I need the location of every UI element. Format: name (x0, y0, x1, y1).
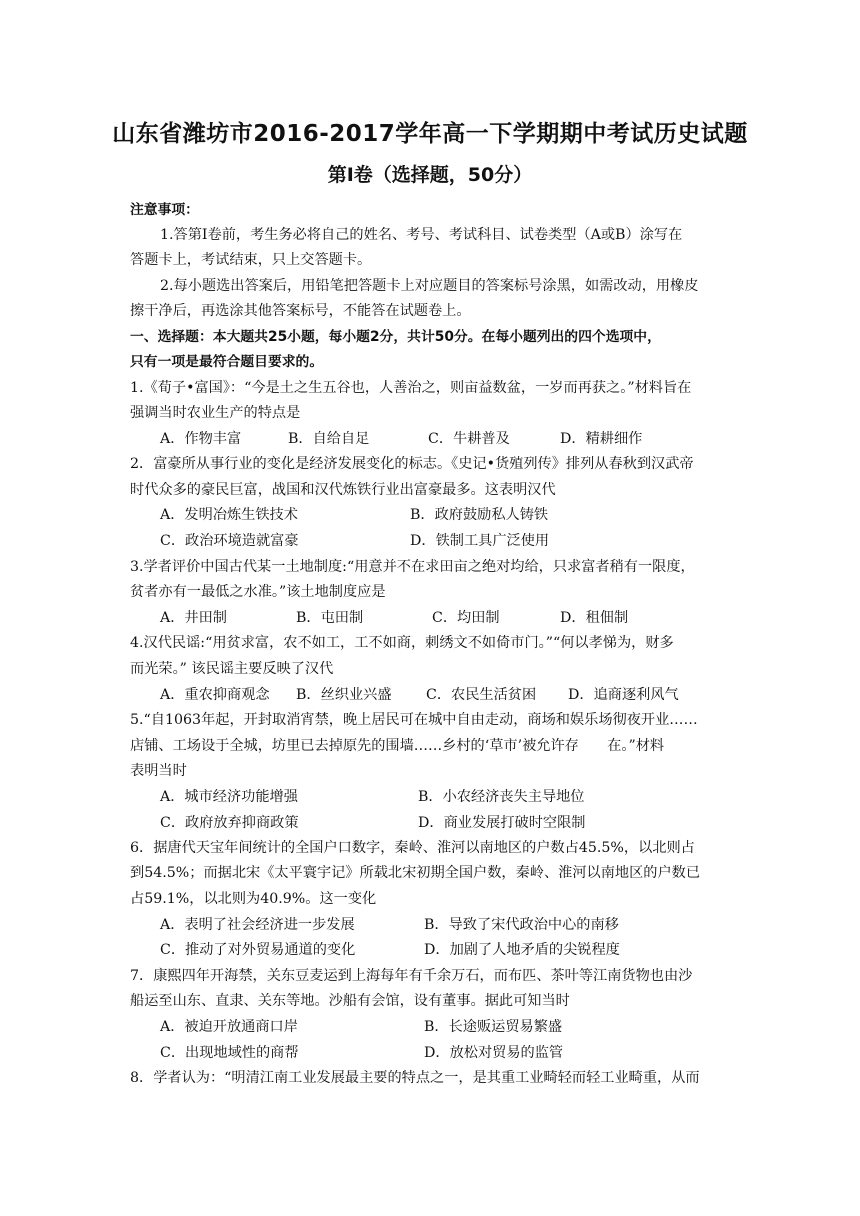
option-b: B．小农经济丧失主导地位 (418, 789, 585, 805)
option-d: D．追商逐利风气 (568, 687, 679, 703)
option-a: A．井田制 (160, 610, 227, 626)
section-heading: 只有一项是最符合题目要求的。 (130, 354, 324, 370)
exam-subtitle: 第Ⅰ卷（选择题，50分） (327, 164, 533, 186)
option-d: D．租佃制 (560, 610, 629, 626)
question-stem: 6．据唐代天宝年间统计的全国户口数字，秦岭、淮河以南地区的户数占45.5%，以北则占 (130, 840, 695, 856)
option-b: B．自给自足 (288, 431, 370, 447)
option-c: C．出现地域性的商帮 (160, 1045, 299, 1061)
question-stem: 3.学者评价中国古代某一土地制度:“用意并不在求田亩之绝对均给，只求富者稍有一限度， (130, 559, 695, 575)
option-b: B．导致了宋代政治中心的南移 (424, 917, 619, 933)
question-stem: 强调当时农业生产的特点是 (130, 405, 301, 421)
question-stem: 时代众多的豪民巨富，战国和汉代炼铁行业出富豪最多。这表明汉代 (130, 482, 556, 498)
notice-line: 擦干净后，再选涂其他答案标号，不能答在试题卷上。 (130, 303, 471, 319)
option-a: A．被迫开放通商口岸 (160, 1019, 298, 1035)
notice-heading: 注意事项： (130, 202, 199, 218)
option-a: A．城市经济功能增强 (160, 789, 298, 805)
question-stem: 到54.5%；而据北宋《太平寰宇记》所载北宋初期全国户数，秦岭、淮河以南地区的户数已 (130, 865, 701, 881)
question-stem: 店铺、工场设于全城，坊里已去掉原先的围墙……乡村的‘草市’被允许存 在。”材料 (130, 738, 665, 754)
notice-line: 2.每小题选出答案后，用铅笔把答题卡上对应题目的答案标号涂黑，如需改动，用橡皮 (160, 278, 699, 294)
question-stem: 1.《荀子•富国》：“今是土之生五谷也，人善治之，则亩益数盆，一岁而再获之。”材料旨在 (130, 380, 692, 396)
option-c: C．牛耕普及 (428, 431, 510, 447)
question-stem: 表明当时 (130, 763, 187, 779)
option-c: C．政治环境造就富豪 (160, 533, 299, 549)
option-d: D．加剧了人地矛盾的尖锐程度 (424, 942, 620, 958)
option-c: C．均田制 (432, 610, 500, 626)
question-stem: 而光荣。” 该民谣主要反映了汉代 (130, 661, 334, 677)
question-stem: 8．学者认为：“明清江南工业发展最主要的特点之一，是其重工业畸轻而轻工业畸重，从而 (130, 1070, 700, 1086)
option-a: A．表明了社会经济进一步发展 (160, 917, 355, 933)
option-d: D．铁制工具广泛使用 (410, 533, 550, 549)
option-b: B．长途贩运贸易繁盛 (424, 1019, 563, 1035)
option-b: B．丝织业兴盛 (296, 687, 392, 703)
option-d: D．商业发展打破时空限制 (418, 815, 586, 831)
question-stem: 船运至山东、直隶、关东等地。沙船有会馆，设有董事。据此可知当时 (130, 993, 570, 1009)
question-stem: 4.汉代民谣:“用贫求富，农不如工，工不如商，刺绣文不如倚市门。”“何以孝悌为，财多 (130, 635, 674, 651)
option-a: A．重农抑商观念 (160, 687, 270, 703)
notice-line: 1.答第Ⅰ卷前，考生务必将自己的姓名、考号、考试科目、试卷类型（A或B）涂写在 (160, 227, 683, 243)
option-c: C．农民生活贫困 (426, 687, 537, 703)
question-stem: 7．康熙四年开海禁，关东豆麦运到上海每年有千余万石，而布匹、茶叶等江南货物也由沙 (130, 968, 693, 984)
option-d: D．放松对贸易的监管 (424, 1045, 564, 1061)
notice-line: 答题卡上，考试结束，只上交答题卡。 (130, 252, 372, 268)
option-a: A．作物丰富 (160, 431, 242, 447)
section-heading: 一、选择题：本大题共25小题，每小题2分，共计50分。在每小题列出的四个选项中， (130, 329, 661, 345)
option-c: C．政府放弃抑商政策 (160, 815, 299, 831)
question-stem: 2．富豪所从事行业的变化是经济发展变化的标志。《史记•货殖列传》排列从春秋到汉武帝 (130, 456, 694, 472)
option-b: B．政府鼓励私人铸铁 (410, 507, 549, 523)
option-d: D．精耕细作 (560, 431, 643, 447)
exam-title: 山东省潍坊市2016-2017学年高一下学期期中考试历史试题 (112, 121, 748, 147)
option-b: B．屯田制 (296, 610, 364, 626)
option-a: A．发明冶炼生铁技术 (160, 507, 298, 523)
question-stem: 贫者亦有一最低之水准。”该土地制度应是 (130, 584, 386, 600)
question-stem: 占59.1%，以北则为40.9%。这一变化 (130, 891, 377, 907)
question-stem: 5.“自1063年起，开封取消宵禁，晚上居民可在城中自由走动，商场和娱乐场彻夜开业…… (130, 712, 698, 728)
option-c: C．推动了对外贸易通道的变化 (160, 942, 356, 958)
